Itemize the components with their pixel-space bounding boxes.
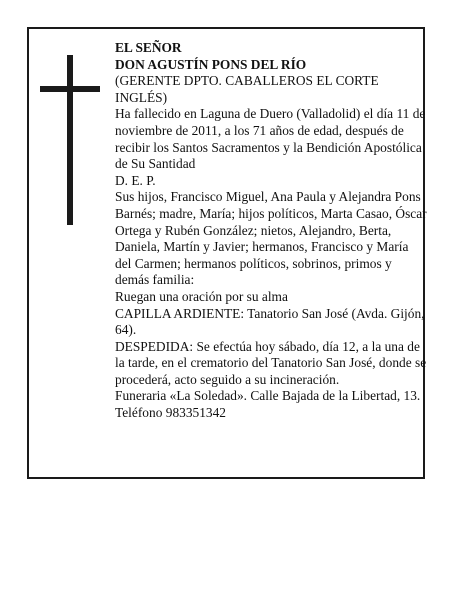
- obituary-notice: [27, 27, 425, 479]
- chapel-info: CAPILLA ARDIENTE: Tanatorio San José (Avda. Gijón, 64).: [115, 305, 425, 338]
- prayer-request: Ruegan una oración por su alma: [115, 288, 288, 304]
- deceased-name: DON AGUSTÍN PONS DEL RÍO: [115, 56, 307, 72]
- cross-vertical-bar: [67, 55, 73, 225]
- cross-horizontal-bar: [40, 86, 100, 92]
- farewell-info: DESPEDIDA: Se efectúa hoy sábado, día 12, a la una de la tarde, en el crematorio del Tanatorio San José, donde se procederá, acto seguido a su incineración.: [115, 338, 427, 387]
- deceased-title: EL SEÑOR: [115, 40, 182, 55]
- funeral-home-info: Funeraria «La Soledad». Calle Bajada de la Libertad, 13. Teléfono 983351342: [115, 388, 421, 421]
- deceased-position: (GERENTE DPTO. CABALLEROS EL CORTE INGLÉS): [115, 73, 379, 105]
- death-announcement: Ha fallecido en Laguna de Duero (Valladolid) el día 11 de noviembre de 2011, a los 71 años de edad, después de recibir los Santos Sacramentos y la Bendición Apostólica de Su Santidad: [115, 106, 426, 172]
- notice-body: [115, 40, 427, 422]
- rest-in-peace: D. E. P.: [115, 172, 156, 188]
- family-list: Sus hijos, Francisco Miguel, Ana Paula y Alejandra Pons Barnés; madre, María; hijos políticos, Marta Casao, Óscar Ortega y Rubén González; nietos, Alejandro, Berta, Daniela, Martín y Javier; hermanos, Francisco y María del Carmen; hermanos políticos, sobrinos, primos y demás familia:: [115, 189, 427, 288]
